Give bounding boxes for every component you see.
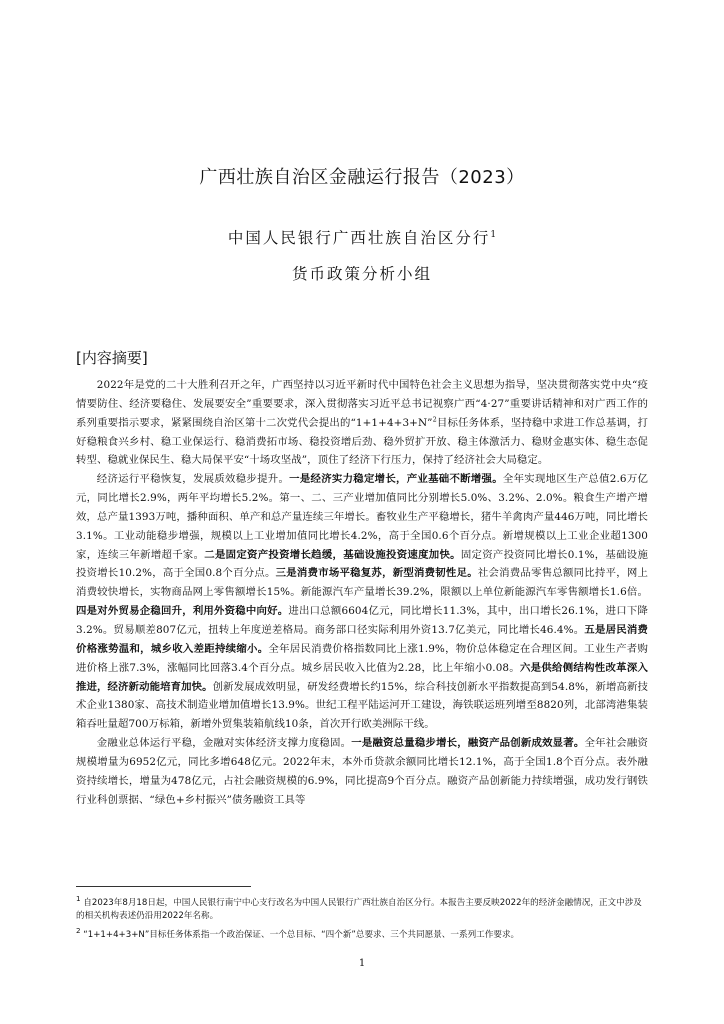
footnote-mark: 1 [76,894,81,903]
page-number: 1 [358,958,366,969]
footnote-ref-2[interactable]: 2 [432,415,437,424]
footnote-text: “1+1+4+3+N”目标任务体系指一个政治保证、一个总目标、“四个新”总要求、三个共同愿景、一系列工作要求。 [83,929,520,940]
organization-name: 中国人民银行广西壮族自治区分行 [227,229,491,247]
text-span: 全年居民消费价格指数同比上涨1.9%，物价总体稳定在合理区间。工业生产者购进价格上涨7.3%，涨幅同比回落3.4个百分点。城乡居民收入比值为2.28，比上年缩小0.08。 [76,642,648,674]
footnote-ref-1[interactable]: 1 [490,229,497,240]
section-heading: [内容摘要] [76,349,148,367]
footnote-text: 自2023年8月18日起，中国人民银行南宁中心支行改名为中国人民银行广西壮族自治区分行。本报告主要反映2022年的经济金融情况，正文中涉及的相关机构表述仍沿用2022年名称。 [76,897,642,922]
footnote-1 [76,892,648,924]
text-span: 目标任务体系，坚持稳中求进工作总基调，打好稳粮食兴乡村、稳工业保运行、稳消费拓市场、稳投资增后劲、稳外贸扩开放、稳主体激活力、稳财金惠实体、稳生态促转型、稳就业保民生、稳大局保平安“十场攻坚战”，顶住了经济下行压力，保持了经济社会大局稳定。 [76,416,648,467]
text-span: 全年社会融资规模增量为6952亿元，同比多增648亿元。2022年末，本外币贷款余额同比增长12.1%，高于全国1.8个百分点。表外融资持续增长，增量为478亿元，占社会融资规模的6.9%，同比提高9个百分点。融资产品创新能力持续增强，成功发行钢铁行业科创票据、“绿色+乡村振兴”债务融资工具等 [76,737,648,806]
bold-point: 一是融资总量稳步增长，融资产品创新成效显著。 [351,737,585,750]
report-title: 广西壮族自治区金融运行报告（2023） [199,167,525,188]
issuing-organization [0,226,724,248]
text-span: 创新发展成效明显，研发经费增长约15%，综合科技创新水平指数提高到54.8%，新增高新技术企业1380家、高技术制造业增加值增长13.9%。世纪工程平陆运河开工建设，海铁联运班列增至8820列，北部湾港集装箱吞吐量超700万标箱，新增外贸集装箱航线10条，首次开行欧美洲际干线。 [76,680,648,731]
summary-body [76,376,648,809]
text-span: 社会消费品零售总额同比持平，网上消费较快增长，实物商品网上零售额增长15%。新能源汽车产量增长39.2%，限额以上单位新能源汽车零售额增长1.6倍。 [76,567,648,599]
text-span: 金融业总体运行平稳，金融对实体经济支撑力度稳固。 [96,737,352,750]
bold-point: 四是对外贸易企稳回升，利用外资稳中向好。 [76,605,289,618]
bold-point: 五是居民消费价格涨势温和，城乡收入差距持续缩小。 [76,623,648,655]
footnote-divider [76,886,251,887]
bold-point: 三是消费市场平稳复苏，新型消费韧性足。 [275,567,478,580]
text-span: 全年实现地区生产总值2.6万亿元，同比增长2.9%，两年平均增长5.2%。第一、二、三产业增加值同比分别增长5.0%、3.2%、2.0%。粮食生产增产增效，总产量1393万吨，播种面积、单产和总产量连续三年增长。畜牧业生产平稳增长，猪牛羊禽肉产量446万吨，同比增长3.1%。工业动能稳步增强，规模以上工业增加值同比增长4.2%，高于全国0.6个百分点。新增规模以上工业企业超1300家，连续三年新增超千家。 [76,473,648,561]
bold-point: 二是固定资产投资增长趋缓，基础设施投资速度加快。 [204,548,461,561]
footnote-mark: 2 [76,925,81,935]
paragraph-3 [76,734,648,809]
text-span: 2022年是党的二十大胜利召开之年，广西坚持以习近平新时代中国特色社会主义思想为指导，坚决贯彻落实党中央“疫情要防住、经济要稳住、发展要安全”重要要求，深入贯彻落实习近平总书记视察广西“4·27”重要讲话精神和对广西工作的系列重要指示要求，紧紧围绕自治区第十二次党代会提出的“1+1+4+3+N” [76,379,648,429]
paragraph-2 [76,470,648,734]
footnote-2 [76,924,648,942]
text-span: 固定资产投资同比增长0.1%，基础设施投资增长10.2%，高于全国0.8个百分点。 [76,548,648,580]
text-span: 经济运行平稳恢复，发展质效稳步提升。 [96,473,290,486]
bold-point: 一是经济实力稳定增长，产业基础不断增强。 [289,473,503,486]
author-group: 货币政策分析小组 [291,265,432,283]
bold-point: 六是供给侧结构性改革深入推进，经济新动能培育加快。 [76,661,648,693]
text-span: 进出口总额6604亿元，同比增长11.3%，其中，出口增长26.1%，进口下降3.2%。贸易顺差807亿元，扭转上年度逆差格局。商务部口径实际利用外资13.7亿美元，同比增长46.4%。 [76,605,648,636]
paragraph-1 [76,376,648,470]
footnotes [76,892,648,942]
